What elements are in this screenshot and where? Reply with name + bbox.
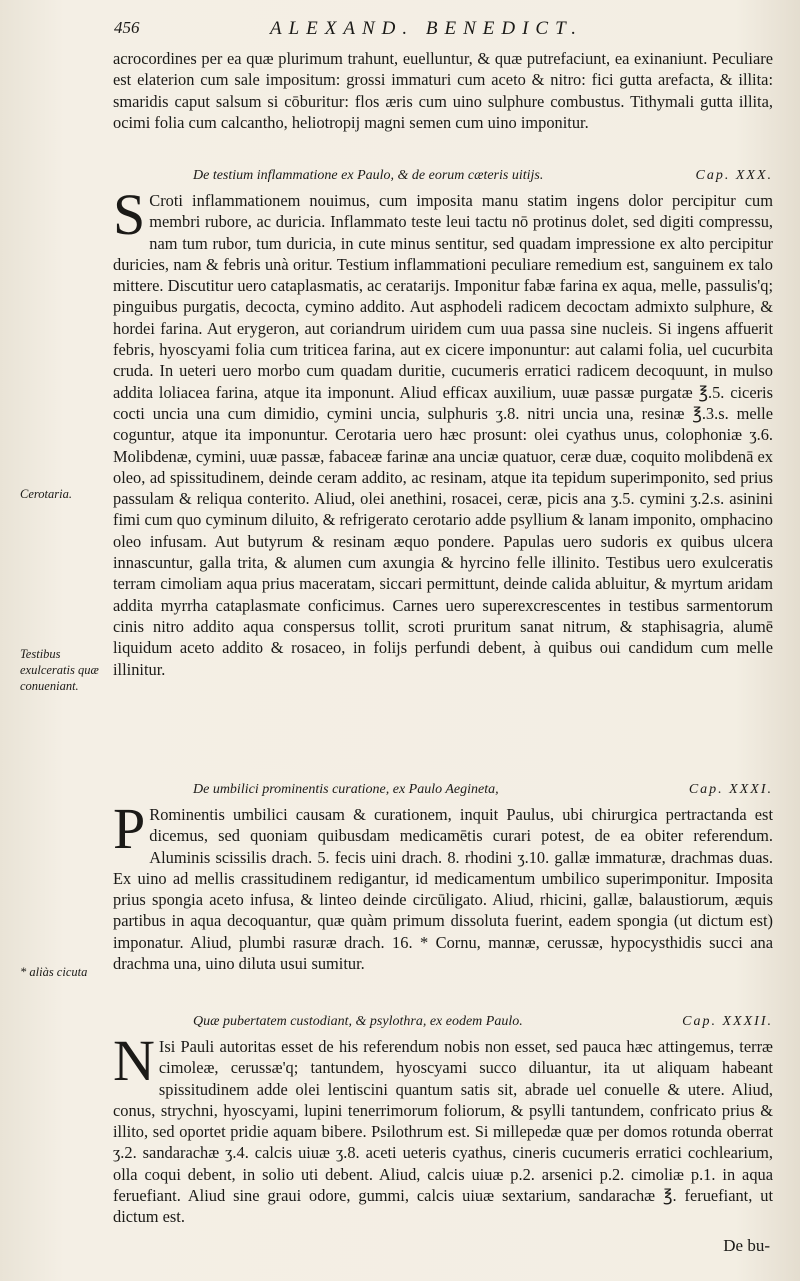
chapter-32-title: Quæ pubertatem custodiant, & psylothra, ex eodem Paulo.	[193, 1014, 523, 1029]
chapter-32-number: Cap. XXXII.	[682, 1014, 773, 1029]
margin-note-alias-cicuta: * aliàs cicuta	[20, 965, 88, 979]
dropcap-p: P	[113, 796, 146, 861]
chapter-30-text: Croti inflammationem nouimus, cum imposita manu statim ingens dolor percipitur cum membri rubore, ac duricia. Inflammato teste leui tactu nō protinus dolet, sed digiti compressu, nam tum rubor, tum duricia, in cute minus sentitur, sed quadam impressione ex alto percipitur duricies, nam & febris unà oritur. Testium inflammationi peculiare remedium est, sanguinem ex talo mittere. Discutitur uero cataplasmatis, ac ceratarijs. Imponitur fabæ farina ex aqua, melle, passulis'q; pinguibus purgatis, decocta, cymino addito. Aut asphodeli radicem decoctam admixto sulphure, & hordei farina. Aut erygeron, aut coriandrum uiridem cum uua passa sine nucleis. Si ingens affuerit febris, hyoscyami folia cum triticea farina, aut ex cicere imponuntur: aut calami folia, uel cucurbita cruda. In ueteri uero morbo cum quadam duritie, cucumeris erratici radicem decoquunt, in mulso addita loliacea farina, atque ita imponunt. Aliud efficax auxilium, uuæ passæ purgatæ ℥.5. ciceris cocti uncia una cum dimidio, cymini uncia, sulphuris ʒ.8. nitri uncia una, resinæ ℥.3.s. melle coguntur, atque ita imponuntur. Cerotaria uero hæc prosunt: olei cyathus unus, colophoniæ ʒ.6. Molibdenæ, cymini, uuæ passæ, fabaceæ farinæ ana unciæ quatuor, ceræ duæ, coquito molibdenā ex oleo, ad spissitudinem, deinde ceram addito, ac resinam, atque ita tepidum superimponito, sed prius passulam & reliqua conterito. Aliud, olei anethini, rosacei, ceræ, picis ana ʒ.5. cymini ʒ.2.s. asinini fimi cum quo cyminum diluito, & refrigerato cerotario adde psyllium & lanam imponito, omphacino oleo infusam. Aut butyrum & resinam æquo pondere. Papulas uero sudoris ex quibus ulcera innascuntur, galla trita, & alumen cum axungia & hyrcino felle illinito. Testibus uero exulceratis terram cimoliam aqua prius maceratam, siccari permittunt, deinde calida abluitur, & myrtum aridam addita myrrha cataplasmate conficimus. Carnes uero superexcrescentes in testibus sarmentorum cinis nitro addito aqua conspersus tollit, scroti pruritum sanat nitrum, & staphisagria, alumē liquidum aceto addito & rosaceo, in folijs perfundi debent, à quibus oui candidum cum melle illinitur.	[113, 191, 773, 679]
catchword: De bu-	[723, 1236, 770, 1255]
running-title: ALEXAND. BENEDICT.	[270, 18, 584, 39]
intro-paragraph	[113, 48, 773, 133]
chapter-30-number: Cap. XXX.	[695, 168, 773, 183]
page-number: 456	[114, 18, 140, 37]
chapter-30-heading	[113, 166, 773, 188]
chapter-30-body	[113, 182, 773, 680]
running-head	[100, 18, 790, 44]
chapter-31-number: Cap. XXXI.	[688, 782, 773, 797]
margin-note-testibus: Testibus exulceratis quæ conueniant.	[20, 647, 99, 693]
chapter-31-title: De umbilici prominentis curatione, ex Paulo Aegineta,	[193, 782, 499, 797]
chapter-30-title: De testium inflammatione ex Paulo, & de eorum cæteris uitijs.	[193, 168, 544, 183]
margin-note-cerotaria: Cerotaria.	[20, 487, 72, 501]
chapter-31-heading	[113, 780, 773, 802]
chapter-32-body	[113, 1028, 773, 1228]
intro-text: acrocordines per ea quæ plurimum trahunt, euelluntur, & quæ putrefaciunt, ea exinaniunt. Peculiare est elaterion cum sale impositum: grossi immaturi cum aceto & nitro: fici gutta arefacta, & illita: smaridis caput salsum si cōburitur: flos æris cum uino sulphure combustus. Tithymali gutta illita, ocimi folia cum calcantho, heliotropij magni semen cum uino imponitur.	[113, 49, 773, 132]
dropcap-n: N	[113, 1028, 155, 1093]
chapter-32-text: Isi Pauli autoritas esset de his referendum nobis non esset, sed pauca hæc attingemus, terræ cimoleæ, cerussæ'q; tantundem, hyoscyami succo diluantur, ita ut aliquam habeant spissitudinem adde olei lentiscini quantum satis sit, abrade uel conuelle & utere. Aliud, conus, strychni, hyoscyami, lupini tenerrimorum foliorum, & psylli tantundem, confricato prius & illito, sed oportet pridie aquam bibere. Psilothrum est. Si millepedæ quæ per domos rotunda oberrat ʒ.2. sandarachæ ʒ.4. calcis uiuæ ʒ.8. aceti ueteris cyathus, cineris cucumeris erratici cochlearium, olla coqui debent, in solio uti debent. Aliud, calcis uiuæ p.2. arsenici p.2. cimoliæ p.1. in aqua feruefiant. Aliud sine graui odore, gummi, calcis uiuæ sextarium, sandarachæ ℥. feruefiant, ut dictum est.	[113, 1037, 773, 1227]
chapter-31-body	[113, 796, 773, 974]
chapter-32-heading	[113, 1012, 773, 1034]
dropcap-s: S	[113, 182, 146, 247]
chapter-31-text: Rominentis umbilici causam & curationem, inquit Paulus, ubi chirurgica pertractanda est dicemus, sed quoniam quibusdam medicamētis curari potest, de ea obiter referendum. Aluminis scissilis drach. 5. fecis uini drach. 8. rhodini ʒ.10. gallæ immaturæ, drachmas duas. Ex uino ad mellis crassitudinem redigantur, id medicamentum umbilico superimponitur. Imposita prius spongia aceto infusa, & linteo deinde circūligato. Aliud, rhicini, gallæ, balaustiorum, æquis partibus in aqua decoquantur, quæ quàm primum dissoluta fuerint, eadem spongia (ut dictum est) imponatur. Aliud, plumbi rasuræ drach. 16. * Cornu, mannæ, cerussæ, hypocysthidis succi ana drachma una, uino diluta usui sumitur.	[113, 805, 773, 974]
